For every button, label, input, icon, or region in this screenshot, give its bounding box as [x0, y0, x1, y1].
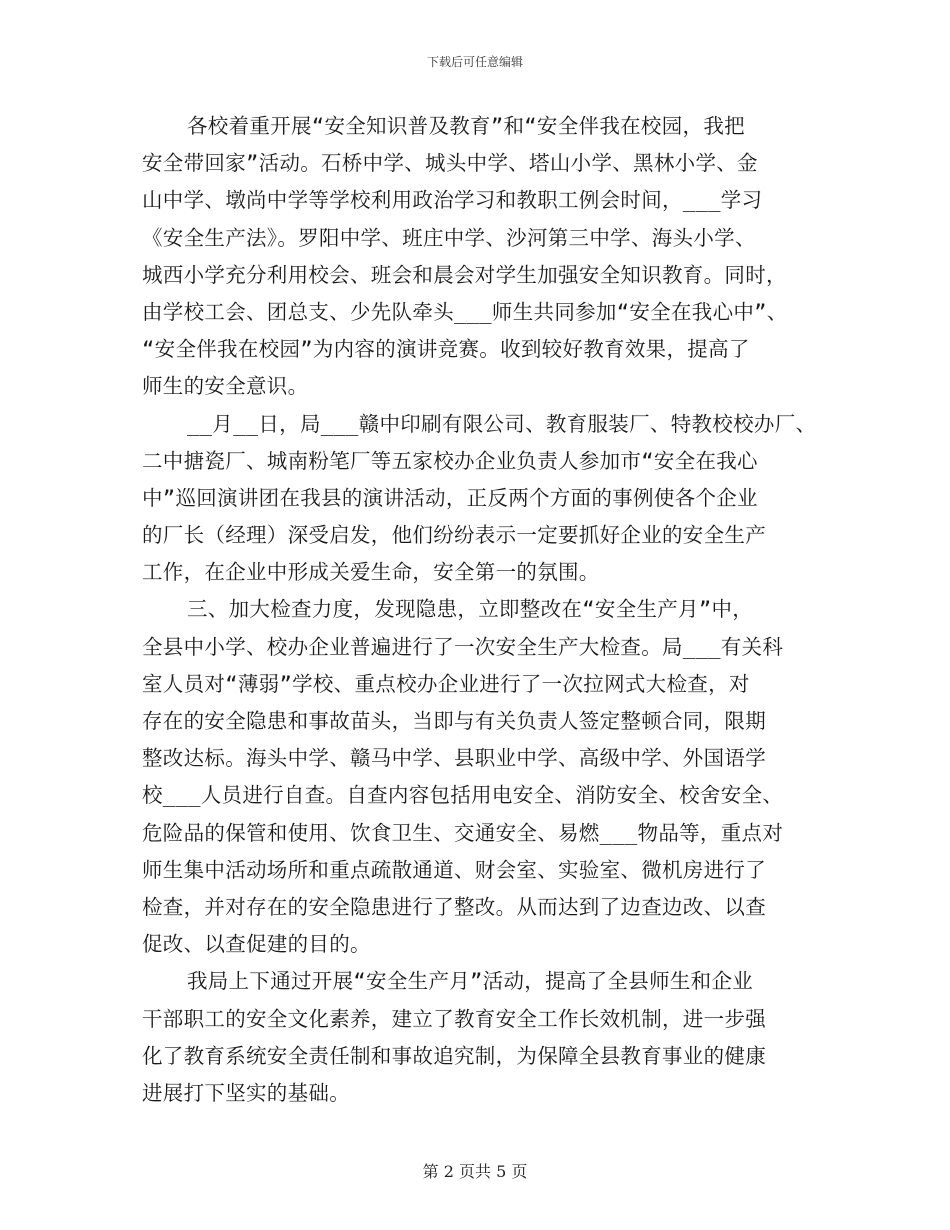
- page-number: 第 2 页共 5 页: [422, 1162, 528, 1181]
- text-line: 进展打下坚实的基础。: [142, 1080, 350, 1105]
- text-line: 城西小学充分利用校会、班会和晨会对学生加强安全知识教育。同时，: [142, 262, 787, 287]
- paragraph-enterprise-speech: [142, 406, 842, 592]
- text-line: 由学校工会、团总支、少先队牵头___师生共同参加“安全在我心中”、: [142, 299, 788, 324]
- text-line: 化了教育系统安全责任制和事故追究制，为保障全县教育事业的健康: [142, 1043, 766, 1068]
- text-line: 存在的安全隐患和事故苗头，当即与有关负责人签定整顿合同，限期: [142, 709, 766, 733]
- paragraph-inspection: [142, 591, 842, 963]
- text-line: 检查，并对存在的安全隐患进行了整改。从而达到了边查边改、以查: [142, 894, 766, 919]
- document-body: [142, 108, 842, 1112]
- text-line: 校___人员进行自查。自查内容包括用电安全、消防安全、校舍安全、: [142, 783, 784, 808]
- text-line: 危险品的保管和使用、饮食卫生、交通安全、易燃___物品等，重点对: [142, 820, 784, 845]
- text-line: 中”巡回演讲团在我县的演讲活动，正反两个方面的事例使各个企业: [142, 485, 758, 510]
- text-line: 师生集中活动场所和重点疏散通道、财会室、实验室、微机房进行了: [142, 857, 766, 882]
- text-line: 三、加大检查力度，发现隐患，立即整改在“安全生产月”中，: [187, 597, 754, 622]
- text-line: 干部职工的安全文化素养，建立了教育安全工作长效机制，进一步强: [142, 1006, 766, 1031]
- text-line: 《安全生产法》。罗阳中学、班庄中学、沙河第三中学、海头小学、: [142, 225, 756, 250]
- text-line: 室人员对“薄弱”学校、重点校办企业进行了一次拉网式大检查，对: [142, 671, 750, 696]
- text-line: 各校着重开展“安全知识普及教育”和“安全伴我在校园，我把: [187, 114, 745, 138]
- text-line: “安全伴我在校园”为内容的演讲竞赛。收到较好教育效果，提高了: [142, 337, 750, 362]
- text-line: __月__日，局___赣中印刷有限公司、教育服装厂、特教校校办厂、: [187, 411, 817, 436]
- text-line: 全县中小学、校办企业普遍进行了一次安全生产大检查。局___有关科: [142, 634, 784, 659]
- text-line: 整改达标。海头中学、赣马中学、县职业中学、高级中学、外国语学: [142, 746, 766, 771]
- page-header: 下载后可任意编辑: [426, 55, 523, 69]
- text-line: 安全带回家”活动。石桥中学、城头中学、塔山小学、黑林小学、金: [142, 151, 758, 176]
- text-line: 二中搪瓷厂、城南粉笔厂等五家校办企业负责人参加市“安全在我心: [142, 448, 758, 473]
- text-line: 工作，在企业中形成关爱生命，安全第一的氛围。: [142, 560, 600, 585]
- text-line: 山中学、墩尚中学等学校利用政治学习和教职工例会时间，___学习: [142, 188, 763, 213]
- text-line: 的厂长（经理）深受启发，他们纷纷表示一定要抓好企业的安全生产: [142, 523, 766, 548]
- paragraph-conclusion: [142, 963, 842, 1112]
- text-line: 我局上下通过开展“安全生产月”活动，提高了全县师生和企业: [187, 969, 754, 994]
- paragraph-school-activities: [142, 108, 842, 406]
- text-line: 促改、以查促建的目的。: [142, 932, 371, 957]
- text-line: 师生的安全意识。: [142, 374, 309, 399]
